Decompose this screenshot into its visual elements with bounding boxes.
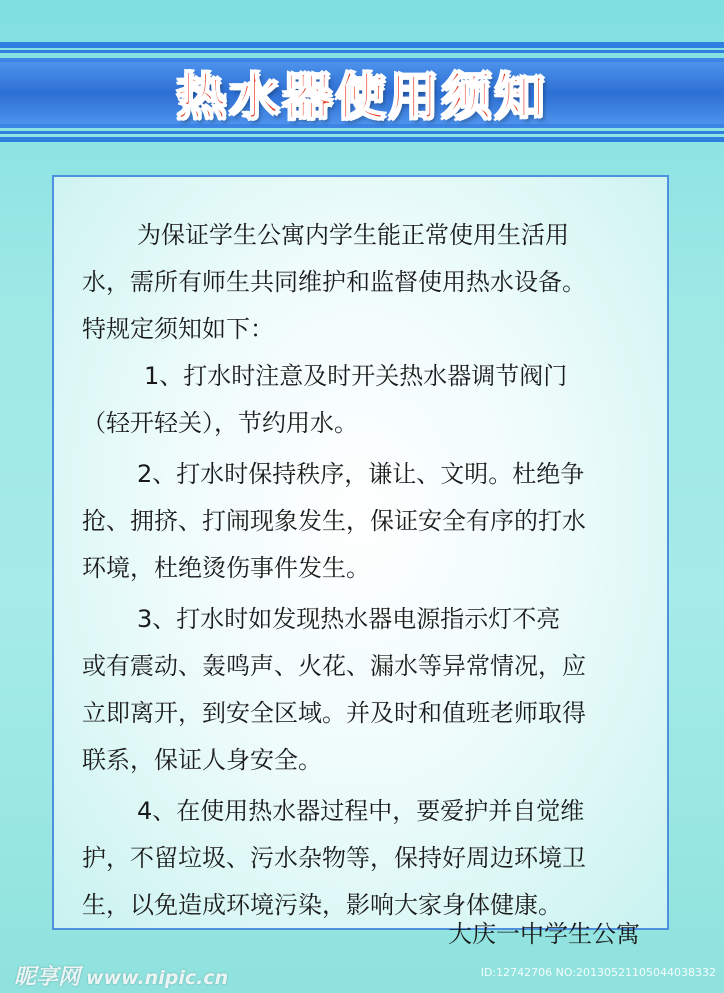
rule-3-line: 立即离开，到安全区域。并及时和值班老师取得 xyxy=(82,699,586,727)
page-title: 热水器使用须知 xyxy=(176,68,548,126)
rule-4-line: 生，以免造成环境污染，影响大家身体健康。 xyxy=(82,891,562,919)
intro-line: 为保证学生公寓内学生能正常使用生活用 xyxy=(137,221,569,249)
bottom-stripe-thin xyxy=(0,131,724,134)
signature: 大庆一中学生公寓 xyxy=(448,920,640,948)
rule-2-line: 抢、拥挤、打闹现象发生，保证安全有序的打水 xyxy=(82,507,586,535)
rule-3-line: 联系，保证人身安全。 xyxy=(82,746,322,774)
watermark-logo-text: 昵享网 xyxy=(14,965,81,990)
top-stripe xyxy=(0,42,724,48)
intro-line: 特规定须知如下： xyxy=(82,315,274,343)
notice-content xyxy=(82,212,642,929)
rule-3-line: 3、打水时如发现热水器电源指示灯不亮 xyxy=(137,605,561,633)
watermark-logo xyxy=(14,960,228,991)
rule-4-line: 护，不留垃圾、污水杂物等，保持好周边环境卫 xyxy=(82,844,586,872)
rule-2-line: 2、打水时保持秩序，谦让、文明。杜绝争 xyxy=(137,460,585,488)
bottom-stripe xyxy=(0,137,724,142)
rule-2-line: 环境，杜绝烫伤事件发生。 xyxy=(82,554,370,582)
rule-1-line: （轻开轻关），节约用水。 xyxy=(82,409,358,437)
watermark-id: ID:12742706 NO:20130521105044038332 xyxy=(480,966,716,979)
rule-3-line: 或有震动、轰鸣声、火花、漏水等异常情况，应 xyxy=(82,652,586,680)
intro-line: 水，需所有师生共同维护和监督使用热水设备。 xyxy=(82,268,586,296)
top-stripe-thin xyxy=(0,50,724,53)
rule-1-line: 1、打水时注意及时开关热水器调节阀门 xyxy=(144,362,568,390)
rule-4-line: 4、在使用热水器过程中，要爱护并自觉维 xyxy=(137,797,585,825)
watermark-url: www.nipic.cn xyxy=(86,967,229,989)
